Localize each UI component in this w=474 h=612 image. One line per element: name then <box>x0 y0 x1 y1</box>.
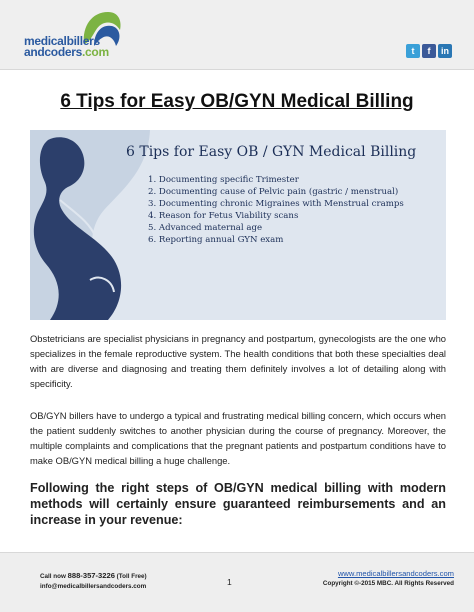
logo-line-2a: andcoders <box>24 45 82 59</box>
billing-concern-paragraph: OB/GYN billers have to undergo a typical and frustrating medical billing concern, which occurs when the patient suddenly switches to another physician during the course of pregnancy. Moreover, the multiple complaints and complications that the pregnant patients and postpartum conditions have to make OB/GYN medical billing a huge challenge. <box>30 410 446 466</box>
logo-line-1: medicalbillers <box>24 34 100 48</box>
footer-phone[interactable]: 888-357-3226 <box>67 571 115 580</box>
footer-website-link[interactable]: www.medicalbillersandcoders.com <box>337 569 454 578</box>
logo-line-2 <box>24 47 109 58</box>
logo-wordmark <box>24 36 109 58</box>
banner-tip-list <box>148 174 404 246</box>
tips-banner-image <box>30 130 446 320</box>
social-links <box>406 44 452 58</box>
page-number: 1 <box>227 577 232 587</box>
footer-contact <box>40 571 147 592</box>
footer-site-info <box>323 569 454 589</box>
banner-tip-item: 5. Advanced maternal age <box>148 223 263 233</box>
company-logo[interactable] <box>24 8 134 64</box>
page-title: 6 Tips for Easy OB/GYN Medical Billing <box>60 91 414 112</box>
banner-tip-item: 4. Reason for Fetus Viability scans <box>148 211 299 221</box>
intro-paragraph: Obstetricians are specialist physicians in pregnancy and postpartum, gynecologists are the one who specializes in the female reproductive system. The health conditions that both these specialties deal with are diverse and diagnosing and treating them definitely involves a lot of detailing along with specificity. <box>30 333 446 389</box>
banner-tip-item: 3. Documenting chronic Migraines with Menstrual cramps <box>148 199 404 209</box>
footer-copyright: Copyright ©-2015 MBC. All Rights Reserved <box>322 580 454 587</box>
twitter-icon[interactable]: t <box>406 44 420 58</box>
highlight-statement: Following the right steps of OB/GYN medical billing with modern methods will certainly ensure guaranteed reimbursements and an increase in your revenue: <box>30 481 446 527</box>
logo-line-2b: .com <box>82 45 109 59</box>
footer-email[interactable]: info@medicalbillersandcoders.com <box>40 583 147 590</box>
page-header <box>0 0 474 70</box>
banner-title: 6 Tips for Easy OB / GYN Medical Billing <box>126 144 417 160</box>
banner-tip-item: 2. Documenting cause of Pelvic pain (gastric / menstrual) <box>148 187 399 197</box>
footer-toll-free: (Toll Free) <box>114 573 147 580</box>
footer-call-prefix: Call now <box>40 573 68 580</box>
page-footer <box>0 552 474 612</box>
footer-call-line <box>40 571 147 582</box>
banner-tip-item: 1. Documenting specific Trimester <box>148 175 299 185</box>
banner-tip-item: 6. Reporting annual GYN exam <box>148 235 284 245</box>
linkedin-icon[interactable]: in <box>438 44 452 58</box>
facebook-icon[interactable]: f <box>422 44 436 58</box>
